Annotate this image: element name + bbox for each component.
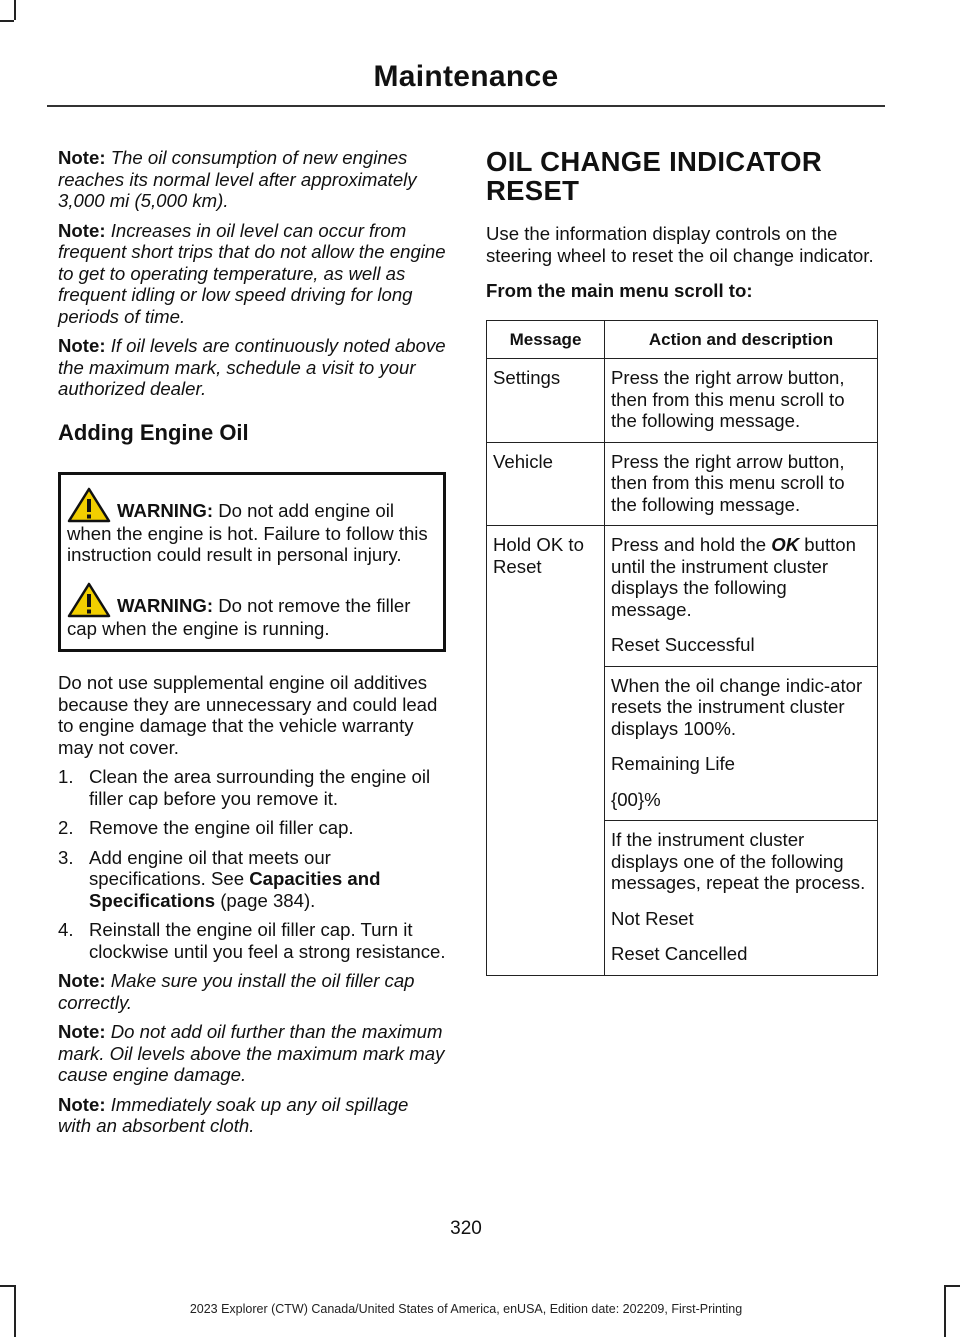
display-message: Reset Successful — [611, 634, 755, 655]
section-heading-line: RESET — [486, 175, 580, 206]
note-text: The oil consumption of new engines reaches its normal level after approximately 3,000 mi (5,000 km). — [58, 147, 417, 211]
step-number: 3. — [58, 846, 74, 868]
warning-label: WARNING: — [117, 499, 214, 521]
note-label: Note: — [58, 1021, 106, 1042]
action-text — [611, 534, 871, 620]
action-text-part: Press and hold the — [611, 534, 767, 555]
action-text: When the oil change indic-ator resets the instrument cluster displays 100%. — [611, 674, 863, 739]
message-cell: Vehicle — [487, 442, 605, 526]
right-column — [486, 147, 878, 976]
note — [58, 1094, 446, 1137]
display-message: {00}% — [611, 788, 661, 810]
note — [58, 1021, 446, 1086]
table-header-row — [487, 320, 878, 359]
body-paragraph: Do not use supplemental engine oil additives because they are unnecessary and could lead to engine damage that the vehicle warranty may not cover. — [58, 672, 438, 758]
display-message: Remaining Life — [611, 753, 736, 774]
note-text: Increases in oil level can occur from frequent short trips that do not allow the engine to get to operating temperature, as well as frequent idling or low speed driving for long periods of time. — [58, 219, 446, 327]
crop-mark — [0, 20, 14, 22]
action-text: If the instrument cluster displays one of the following messages, repeat the process. — [611, 829, 866, 893]
note-label: Note: — [58, 970, 106, 991]
note — [58, 147, 446, 212]
note-label: Note: — [58, 219, 106, 241]
step-text: Reinstall the engine oil filler cap. Turn it clockwise until you feel a strong resistance. — [89, 919, 446, 962]
action-cell — [605, 359, 878, 443]
ok-button-label: OK — [771, 534, 800, 555]
note-label: Note: — [58, 147, 106, 168]
step-number: 1. — [58, 766, 74, 787]
note-text: If oil levels are continuously noted above the maximum mark, schedule a visit to your authorized dealer. — [58, 335, 446, 399]
action-cell — [605, 442, 878, 526]
section-heading — [486, 147, 878, 205]
message-cell: Settings — [487, 359, 605, 443]
warning-text: Do not remove the filler cap when the engine is running. — [67, 594, 411, 639]
step-number: 2. — [58, 817, 74, 838]
reset-table — [486, 320, 878, 976]
warning — [67, 487, 437, 566]
note — [58, 335, 446, 400]
warning-box — [58, 472, 446, 653]
column-header: Message — [487, 320, 605, 359]
list-item — [58, 766, 446, 809]
section-subheading: Adding Engine Oil — [58, 419, 249, 445]
warning-triangle-icon — [67, 582, 111, 618]
note — [58, 970, 446, 1013]
table-row — [487, 526, 878, 667]
warning-triangle-icon — [67, 487, 111, 523]
note-text: Make sure you install the oil filler cap correctly. — [58, 970, 415, 1013]
warning-text: Do not add engine oil when the engine is hot. Failure to follow this instruction could result in personal injury. — [67, 499, 428, 565]
header-divider — [47, 105, 885, 107]
page-reference: (page 384). — [220, 889, 316, 911]
action-cell — [605, 821, 878, 976]
action-cell — [605, 666, 878, 821]
note-text: Do not add oil further than the maximum mark. Oil levels above the maximum mark may cause engine damage. — [58, 1021, 445, 1085]
steps-list — [58, 766, 446, 962]
crop-mark — [14, 0, 16, 20]
step-text: Clean the area surrounding the engine oil filler cap before you remove it. — [89, 766, 431, 809]
note-label: Note: — [58, 335, 106, 356]
footer-text: 2023 Explorer (CTW) Canada/United States of America, enUSA, Edition date: 202209, First-Printing — [189, 1302, 743, 1316]
page-title: Maintenance — [373, 60, 559, 93]
display-message: Reset Cancelled — [611, 943, 748, 964]
note-label: Note: — [58, 1093, 106, 1115]
message-cell: Hold OK to Reset — [487, 526, 605, 976]
note-text: Immediately soak up any oil spillage with an absorbent cloth. — [58, 1093, 409, 1136]
step-text: Remove the engine oil filler cap. — [89, 817, 354, 838]
crop-mark — [0, 1285, 14, 1287]
step-number: 4. — [58, 919, 74, 940]
lead-text: From the main menu scroll to: — [486, 280, 753, 301]
list-item — [58, 919, 446, 962]
action-cell — [605, 526, 878, 667]
column-header: Action and description — [605, 320, 878, 359]
action-text-part: button until the instrument cluster displays the following message. — [611, 534, 856, 620]
page-number: 320 — [450, 1218, 482, 1239]
intro-paragraph: Use the information display controls on the steering wheel to reset the oil change indicator. — [486, 223, 874, 266]
crop-mark — [944, 1285, 946, 1337]
step-text: Add engine oil that meets our specifications. See — [89, 846, 331, 889]
cross-reference-link[interactable]: Capacities and Specifications — [89, 868, 381, 911]
note — [58, 220, 446, 328]
action-text: Press the right arrow button, then from this menu scroll to the following message. — [611, 450, 845, 515]
list-item — [58, 817, 446, 839]
left-column — [58, 147, 446, 1145]
warning-label: WARNING: — [117, 594, 214, 616]
warning — [67, 582, 437, 640]
action-text: Press the right arrow button, then from this menu scroll to the following message. — [611, 367, 845, 431]
table-row — [487, 442, 878, 526]
table-row — [487, 359, 878, 443]
section-heading-line: OIL CHANGE INDICATOR — [486, 146, 823, 177]
display-message: Not Reset — [611, 907, 694, 929]
list-item — [58, 847, 446, 912]
crop-mark — [944, 1285, 960, 1287]
